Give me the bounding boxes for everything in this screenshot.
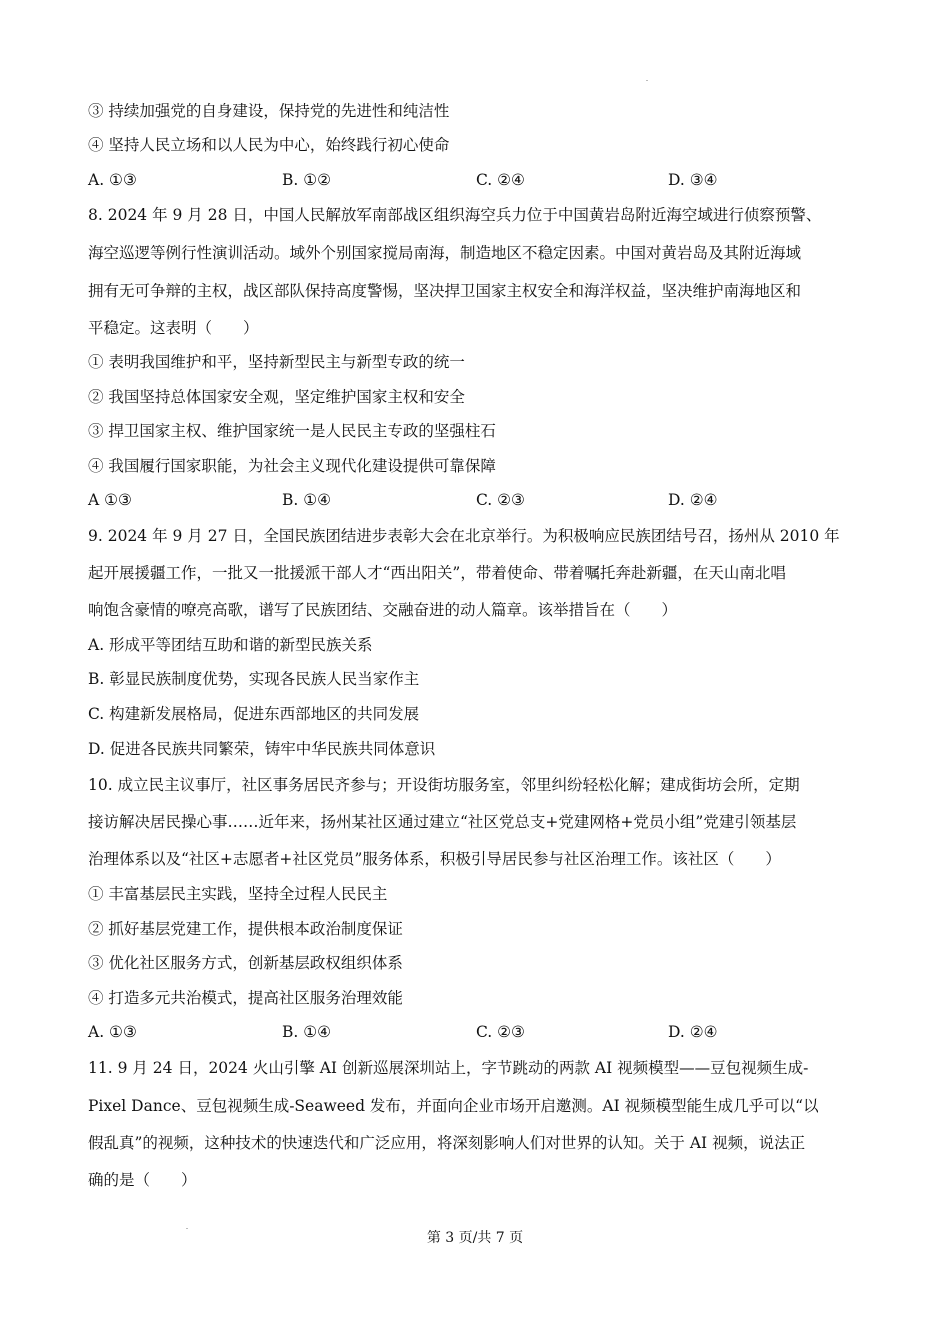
option-a: A. ①③ bbox=[88, 171, 137, 189]
option-b: B. ①④ bbox=[282, 1023, 332, 1041]
option-b: B. ①② bbox=[282, 171, 332, 189]
statement-1: ① 表明我国维护和平，坚持新型民主与新型专政的统一 bbox=[88, 353, 465, 371]
statement-3: ③ 优化社区服务方式，创新基层政权组织体系 bbox=[88, 954, 403, 972]
option-d: D. ②④ bbox=[668, 1023, 718, 1041]
option-a: A ①③ bbox=[88, 491, 132, 509]
option-c: C. 构建新发展格局，促进东西部地区的共同发展 bbox=[88, 705, 420, 723]
option-a: A. 形成平等团结互助和谐的新型民族关系 bbox=[88, 636, 373, 654]
option-b: B. ①④ bbox=[282, 491, 332, 509]
statement-4: ④ 我国履行国家职能，为社会主义现代化建设提供可靠保障 bbox=[88, 457, 496, 475]
question-9-line: 9. 2024 年 9 月 27 日，全国民族团结进步表彰大会在北京举行。为积极响应民族团结号召，扬州从 2010 年 bbox=[88, 527, 840, 545]
option-a: A. ①③ bbox=[88, 1023, 137, 1041]
question-11-line: 11. 9 月 24 日，2024 火山引擎 AI 创新巡展深圳站上，字节跳动的两款 AI 视频模型——豆包视频生成- bbox=[88, 1059, 809, 1077]
question-10-line: 治理体系以及“社区+志愿者+社区党员”服务体系，积极引导居民参与社区治理工作。该社区（ ） bbox=[88, 850, 781, 868]
question-8-line: 8. 2024 年 9 月 28 日，中国人民解放军南部战区组织海空兵力位于中国黄岩岛附近海空域进行侦察预警、 bbox=[88, 206, 822, 224]
option-d: D. ③④ bbox=[668, 171, 718, 189]
question-10-line: 接访解决居民操心事……近年来，扬州某社区通过建立“社区党总支+党建网格+党员小组”党建引领基层 bbox=[88, 813, 797, 831]
question-11-line: Pixel Dance、豆包视频生成-Seaweed 发布，并面向企业市场开启邀测。AI 视频模型能生成几乎可以“以 bbox=[88, 1097, 819, 1115]
statement-1: ① 丰富基层民主实践，坚持全过程人民民主 bbox=[88, 885, 388, 903]
option-b: B. 彰显民族制度优势，实现各民族人民当家作主 bbox=[88, 670, 420, 688]
question-10-line: 10. 成立民主议事厅，社区事务居民齐参与；开设街坊服务室，邻里纠纷轻松化解；建成街坊会所，定期 bbox=[88, 776, 800, 794]
question-8-line: 拥有无可争辩的主权，战区部队保持高度警惕，坚决捍卫国家主权安全和海洋权益，坚决维护南海地区和 bbox=[88, 282, 802, 300]
text-line: ④ 坚持人民立场和以人民为中心，始终践行初心使命 bbox=[88, 136, 450, 154]
question-11-line: 假乱真”的视频，这种技术的快速迭代和广泛应用，将深刻影响人们对世界的认知。关于 AI 视频，说法正 bbox=[88, 1134, 806, 1152]
question-8-line: 平稳定。这表明（ ） bbox=[88, 319, 259, 337]
statement-3: ③ 捍卫国家主权、维护国家统一是人民民主专政的坚强柱石 bbox=[88, 422, 496, 440]
scan-mark bbox=[646, 80, 648, 81]
statement-2: ② 我国坚持总体国家安全观，坚定维护国家主权和安全 bbox=[88, 388, 465, 406]
question-9-line: 起开展援疆工作，一批又一批援派干部人才“西出阳关”，带着使命、带着嘱托奔赴新疆，在天山南北唱 bbox=[88, 564, 786, 582]
question-8-line: 海空巡逻等例行性演训活动。域外个别国家搅局南海，制造地区不稳定因素。中国对黄岩岛及其附近海域 bbox=[88, 244, 802, 262]
option-c: C. ②④ bbox=[476, 171, 525, 189]
statement-2: ② 抓好基层党建工作，提供根本政治制度保证 bbox=[88, 920, 403, 938]
statement-4: ④ 打造多元共治模式，提高社区服务治理效能 bbox=[88, 989, 403, 1007]
option-c: C. ②③ bbox=[476, 1023, 525, 1041]
text-line: ③ 持续加强党的自身建设，保持党的先进性和纯洁性 bbox=[88, 102, 450, 120]
page-number-footer: 第 3 页/共 7 页 bbox=[426, 1230, 524, 1246]
question-9-line: 响饱含豪情的嘹亮高歌，谱写了民族团结、交融奋进的动人篇章。该举措旨在（ ） bbox=[88, 601, 678, 619]
option-d: D. ②④ bbox=[668, 491, 718, 509]
option-d: D. 促进各民族共同繁荣，铸牢中华民族共同体意识 bbox=[88, 740, 436, 758]
question-11-line: 确的是（ ） bbox=[88, 1171, 197, 1189]
option-c: C. ②③ bbox=[476, 491, 525, 509]
